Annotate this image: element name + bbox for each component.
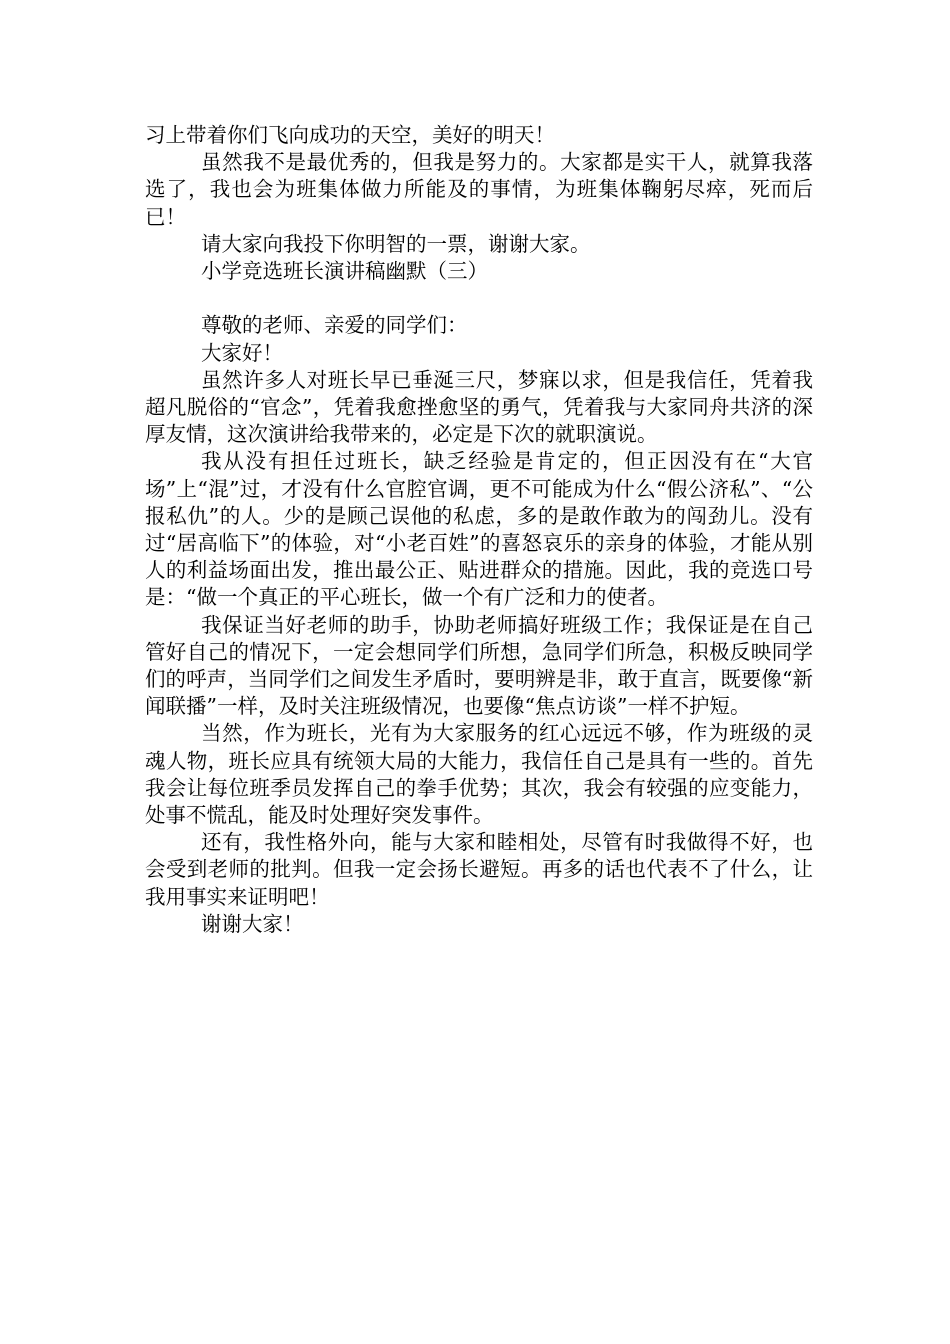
- paragraph: 请大家向我投下你明智的一票，谢谢大家。: [201, 231, 591, 256]
- section-title: 小学竞选班长演讲稿幽默（三）: [201, 259, 488, 284]
- greeting: 大家好！: [201, 340, 283, 365]
- paragraph-continuation: 习上带着你们飞向成功的天空，美好的明天！: [145, 123, 555, 147]
- salutation: 尊敬的老师、亲爱的同学们：: [201, 313, 468, 338]
- closing: 谢谢大家！: [201, 911, 304, 936]
- paragraph: 虽然许多人对班长早已垂涎三尺，梦寐以求，但是我信任，凭着我超凡脱俗的“官念”，凭着我愈挫愈坚的勇气，凭着我与大家同舟共济的深厚友情，这次演讲给我带来的，必定是下次的就职演说。: [145, 367, 813, 447]
- document-body: [145, 122, 813, 938]
- paragraph: 我从没有担任过班长，缺乏经验是肯定的，但正因没有在“大官场”上“混”过，才没有什么官腔官调，更不可能成为什么“假公济私”、“公报私仇”的人。少的是顾己误他的私虑，多的是敢作敢为的闯劲儿。没有过“居高临下”的体验，对“小老百姓”的喜怒哀乐的亲身的体验，才能从别人的利益场面出发，推出最公正、贴进群众的措施。因此，我的竞选口号是：“做一个真正的平心班长，做一个有广泛和力的使者。: [145, 449, 813, 610]
- paragraph: 当然，作为班长，光有为大家服务的红心远远不够，作为班级的灵魂人物，班长应具有统领大局的大能力，我信任自己是具有一些的。首先我会让每位班季员发挥自己的拳手优势；其次，我会有较强的应变能力，处事不慌乱，能及时处理好突发事件。: [145, 721, 813, 828]
- paragraph: 我保证当好老师的助手，协助老师搞好班级工作；我保证是在自己管好自己的情况下，一定会想同学们所想，急同学们所急，积极反映同学们的呼声，当同学们之间发生矛盾时，要明辨是非，敢于直言，既要像“新闻联播”一样，及时关注班级情况，也要像“焦点访谈”一样不护短。: [145, 612, 813, 719]
- paragraph: 虽然我不是最优秀的，但我是努力的。大家都是实干人，就算我落选了，我也会为班集体做力所能及的事情，为班集体鞠躬尽瘁，死而后已！: [145, 150, 813, 229]
- paragraph: 还有，我性格外向，能与大家和睦相处，尽管有时我做得不好，也会受到老师的批判。但我一定会扬长避短。再多的话也代表不了什么，让我用事实来证明吧！: [145, 830, 813, 909]
- blank-line: [145, 285, 813, 312]
